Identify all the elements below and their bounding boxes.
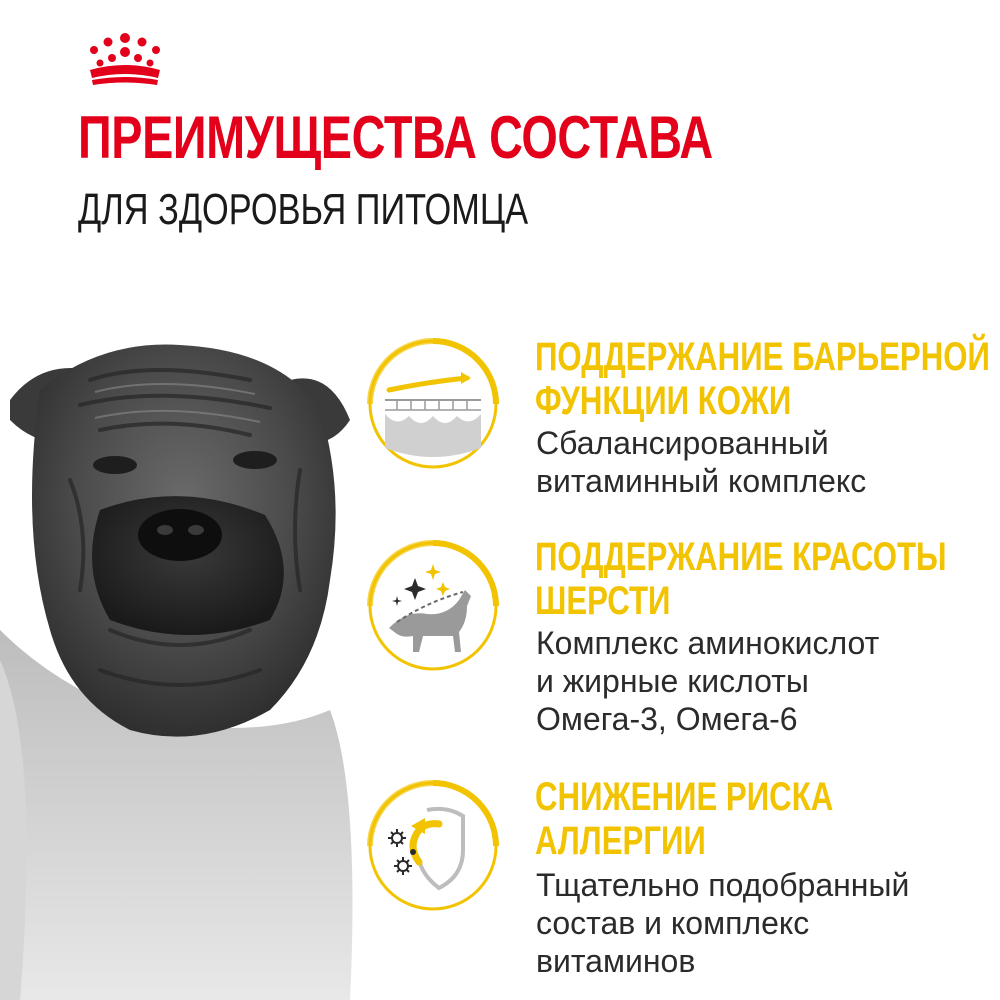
benefit-2-desc-line2: и жирные кислоты xyxy=(536,663,809,699)
benefit-3-heading-line1: СНИЖЕНИЕ РИСКА xyxy=(535,775,834,819)
crown-icon xyxy=(80,30,170,90)
page-title: ПРЕИМУЩЕСТВА СОСТАВА xyxy=(78,104,713,171)
allergy-shield-icon xyxy=(367,780,499,912)
shar-pei-dog-photo xyxy=(0,330,360,1000)
benefit-2-desc-line1: Комплекс аминокислот xyxy=(536,625,880,661)
benefit-1-desc-line1: Сбалансированный xyxy=(536,425,829,461)
benefit-3-desc-line2: состав и комплекс xyxy=(536,905,810,941)
benefit-1-heading-line2: ФУНКЦИИ КОЖИ xyxy=(535,379,792,423)
benefit-3-desc-line1: Тщательно подобранный xyxy=(536,867,910,903)
benefit-2-heading-line2: ШЕРСТИ xyxy=(535,579,671,623)
page-subtitle: ДЛЯ ЗДОРОВЬЯ ПИТОМЦА xyxy=(78,185,529,234)
skin-barrier-icon xyxy=(367,338,499,470)
benefit-1-desc-line2: витаминный комплекс xyxy=(536,463,867,499)
benefit-3-heading-line2: АЛЛЕРГИИ xyxy=(535,819,706,863)
benefit-2-heading-line1: ПОДДЕРЖАНИЕ КРАСОТЫ xyxy=(535,535,947,579)
shiny-coat-dog-icon xyxy=(367,540,499,672)
benefit-1-heading-line1: ПОДДЕРЖАНИЕ БАРЬЕРНОЙ xyxy=(535,335,990,379)
benefit-2-desc-line3: Омега-3, Омега-6 xyxy=(536,701,798,737)
benefit-3-desc-line3: витаминов xyxy=(536,943,696,979)
